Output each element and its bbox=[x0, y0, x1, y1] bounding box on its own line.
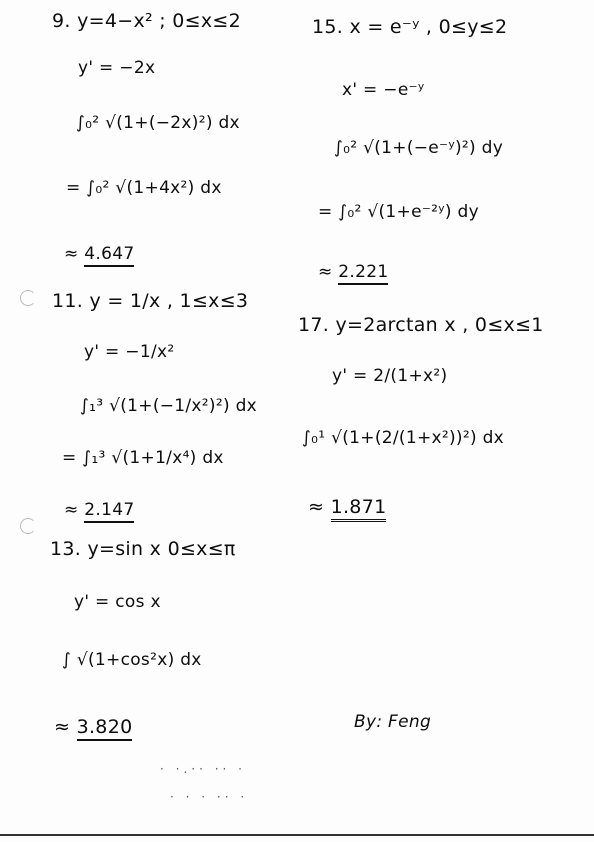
problem-13-integral: ∫ √(1+cos²x) dx bbox=[62, 650, 202, 670]
problem-11-derivative: y' = −1/x² bbox=[84, 342, 175, 362]
problem-11-header: 11. y = 1/x , 1≤x≤3 bbox=[52, 290, 249, 312]
problem-11-answer: 2.147 bbox=[84, 500, 134, 523]
problem-11-integral: ∫₁³ √(1+(−1/x²)²) dx bbox=[80, 396, 258, 416]
page-bottom-edge bbox=[0, 834, 594, 836]
problem-13-header: 13. y=sin x 0≤x≤π bbox=[50, 538, 236, 560]
problem-9-answer: 4.647 bbox=[84, 244, 134, 267]
approx-symbol: ≈ bbox=[64, 244, 79, 264]
problem-9-derivative: y' = −2x bbox=[78, 58, 156, 78]
problem-11-result bbox=[64, 500, 134, 520]
problem-15-header: 15. x = e⁻ʸ , 0≤y≤2 bbox=[312, 16, 508, 38]
problem-17-answer: 1.871 bbox=[331, 496, 387, 522]
problem-17-derivative: y' = 2/(1+x²) bbox=[332, 366, 448, 386]
scan-smudge-2: · · · ·· · bbox=[170, 790, 249, 804]
problem-15-derivative: x' = −e⁻ʸ bbox=[342, 80, 425, 100]
problem-17-header: 17. y=2arctan x , 0≤x≤1 bbox=[298, 314, 544, 336]
approx-symbol: ≈ bbox=[54, 716, 71, 738]
problem-15-result bbox=[318, 262, 388, 282]
problem-11-simplified: = ∫₁³ √(1+1/x⁴) dx bbox=[62, 448, 224, 468]
binder-hole-top bbox=[20, 290, 36, 306]
scan-smudge-1: · ·.·· ·· · bbox=[160, 762, 246, 776]
problem-13-answer: 3.820 bbox=[77, 716, 133, 741]
approx-symbol: ≈ bbox=[308, 496, 325, 518]
problem-15-answer: 2.221 bbox=[338, 262, 388, 285]
approx-symbol: ≈ bbox=[64, 500, 79, 520]
problem-13-derivative: y' = cos x bbox=[74, 592, 161, 612]
problem-17-result bbox=[308, 496, 386, 518]
problem-15-simplified: = ∫₀² √(1+e⁻²ʸ) dy bbox=[318, 202, 479, 222]
problem-9-simplified: = ∫₀² √(1+4x²) dx bbox=[66, 178, 222, 198]
problem-9-integral: ∫₀² √(1+(−2x)²) dx bbox=[76, 113, 240, 133]
binder-hole-bottom bbox=[20, 518, 36, 534]
problem-15-integral: ∫₀² √(1+(−e⁻ʸ)²) dy bbox=[334, 138, 504, 158]
problem-13-result bbox=[54, 716, 132, 738]
approx-symbol: ≈ bbox=[318, 262, 333, 282]
problem-9-result bbox=[64, 244, 134, 264]
author-signature: By: Feng bbox=[354, 712, 432, 732]
problem-17-integral: ∫₀¹ √(1+(2/(1+x²))²) dx bbox=[302, 428, 505, 448]
problem-9-header: 9. y=4−x² ; 0≤x≤2 bbox=[52, 10, 242, 32]
